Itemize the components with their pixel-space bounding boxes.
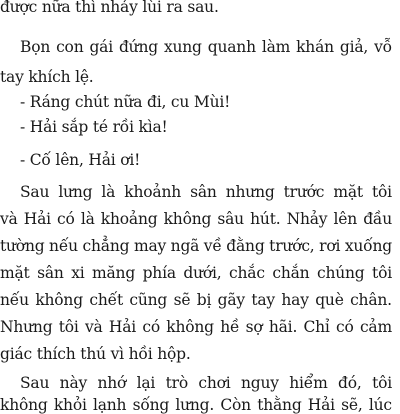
word: mặt (333, 183, 363, 201)
word: trước (283, 183, 325, 201)
word: là (101, 183, 116, 201)
word: có (57, 210, 75, 228)
text-line-1: được nữa thì nhảy lùi ra sau. (0, 0, 219, 16)
word: đứng (118, 38, 158, 56)
word: sống (132, 396, 170, 414)
word: chắc (229, 264, 265, 282)
text-line-14 (20, 376, 392, 392)
text-line-4: - Ráng chút nữa đi, cu Mùi! (20, 93, 231, 111)
word: giả, (339, 38, 369, 56)
word: Hải (23, 210, 51, 228)
word: khán (296, 38, 334, 56)
word: không (166, 318, 214, 336)
word: là (80, 210, 95, 228)
word: và (84, 318, 103, 336)
word: phía (142, 264, 176, 282)
word: sẽ, (341, 396, 363, 414)
word: bị (196, 291, 212, 309)
word: quanh (207, 38, 256, 56)
word: không (0, 396, 48, 414)
word: tay (251, 291, 275, 309)
word: hút. (250, 210, 281, 228)
word: khỏi (53, 396, 87, 414)
word: Nhảy (286, 210, 328, 228)
word: lúc (368, 396, 392, 414)
word: đầu (363, 210, 392, 228)
word: đó, (338, 374, 362, 392)
word: trước, (269, 237, 315, 255)
text-line-6: - Cố lên, Hải ơi! (20, 151, 141, 169)
word: què (315, 291, 344, 309)
word: nhưng (225, 183, 275, 201)
word: và (0, 210, 18, 228)
word: tôi (371, 183, 392, 201)
word: xuống (344, 237, 392, 255)
word: về (203, 237, 222, 255)
word: lưng (58, 183, 93, 201)
word: có (336, 318, 354, 336)
word: Sau (20, 183, 50, 201)
word: ngã (170, 237, 200, 255)
word: nhớ (97, 374, 127, 392)
word: Chỉ (303, 318, 330, 336)
word: nếu (0, 291, 29, 309)
word: làm (261, 38, 291, 56)
word: cảm (359, 318, 392, 336)
word: con (56, 38, 84, 56)
word: Nhưng (0, 318, 53, 336)
text-line-15 (0, 398, 392, 414)
word: hãi. (268, 318, 298, 336)
word: gái (89, 38, 113, 56)
word: Bọn (20, 38, 51, 56)
word: trò (165, 374, 188, 392)
word: sẽ (173, 291, 191, 309)
word: chẳng (82, 237, 130, 255)
word: tôi (372, 264, 392, 282)
word: chúng (316, 264, 365, 282)
word: thằng (257, 396, 302, 414)
word: lưng. (175, 396, 215, 414)
text-line-2 (20, 40, 392, 56)
word: chắn (272, 264, 310, 282)
word: tường (0, 237, 45, 255)
word: tôi (372, 374, 392, 392)
word: Còn (220, 396, 251, 414)
text-line-7 (20, 185, 392, 201)
word: xi (71, 264, 85, 282)
word: không (35, 291, 83, 309)
word: lại (136, 374, 156, 392)
word: khoảnh (124, 183, 182, 201)
word: này (59, 374, 88, 392)
word: hiểm (289, 374, 328, 392)
word: sân (37, 264, 64, 282)
text-line-5: - Hải sắp té rồi kìa! (20, 118, 168, 136)
word: chân. (350, 291, 392, 309)
word: lên (333, 210, 358, 228)
word: cũng (129, 291, 168, 309)
text-line-3: tay khích lệ. (0, 68, 94, 86)
word: may (133, 237, 167, 255)
text-line-11 (0, 293, 392, 309)
word: Hải (108, 318, 137, 336)
text-line-13: giác thích thú vì hồi hộp. (0, 345, 191, 363)
text-line-12 (0, 320, 392, 336)
word: sâu (217, 210, 244, 228)
word: rơi (319, 237, 341, 255)
word: Hải (307, 396, 335, 414)
word: chết (89, 291, 123, 309)
word: sân (190, 183, 217, 201)
word: hay (281, 291, 309, 309)
word: măng (92, 264, 136, 282)
word: vỗ (374, 38, 392, 56)
word: xung (163, 38, 202, 56)
word: sợ (245, 318, 263, 336)
word: dưới, (183, 264, 222, 282)
word: nguy (240, 374, 279, 392)
word: mặt (0, 264, 30, 282)
text-line-10 (0, 266, 392, 282)
word: chơi (198, 374, 231, 392)
word: có (142, 318, 160, 336)
word: đằng (226, 237, 265, 255)
word: không (163, 210, 212, 228)
word: lạnh (92, 396, 127, 414)
word: hề (220, 318, 240, 336)
word: Sau (20, 374, 50, 392)
text-line-9 (0, 239, 392, 255)
word: nếu (49, 237, 78, 255)
word: tôi (58, 318, 79, 336)
word: gãy (217, 291, 245, 309)
word: khoảng (100, 210, 158, 228)
text-line-8 (0, 212, 392, 228)
